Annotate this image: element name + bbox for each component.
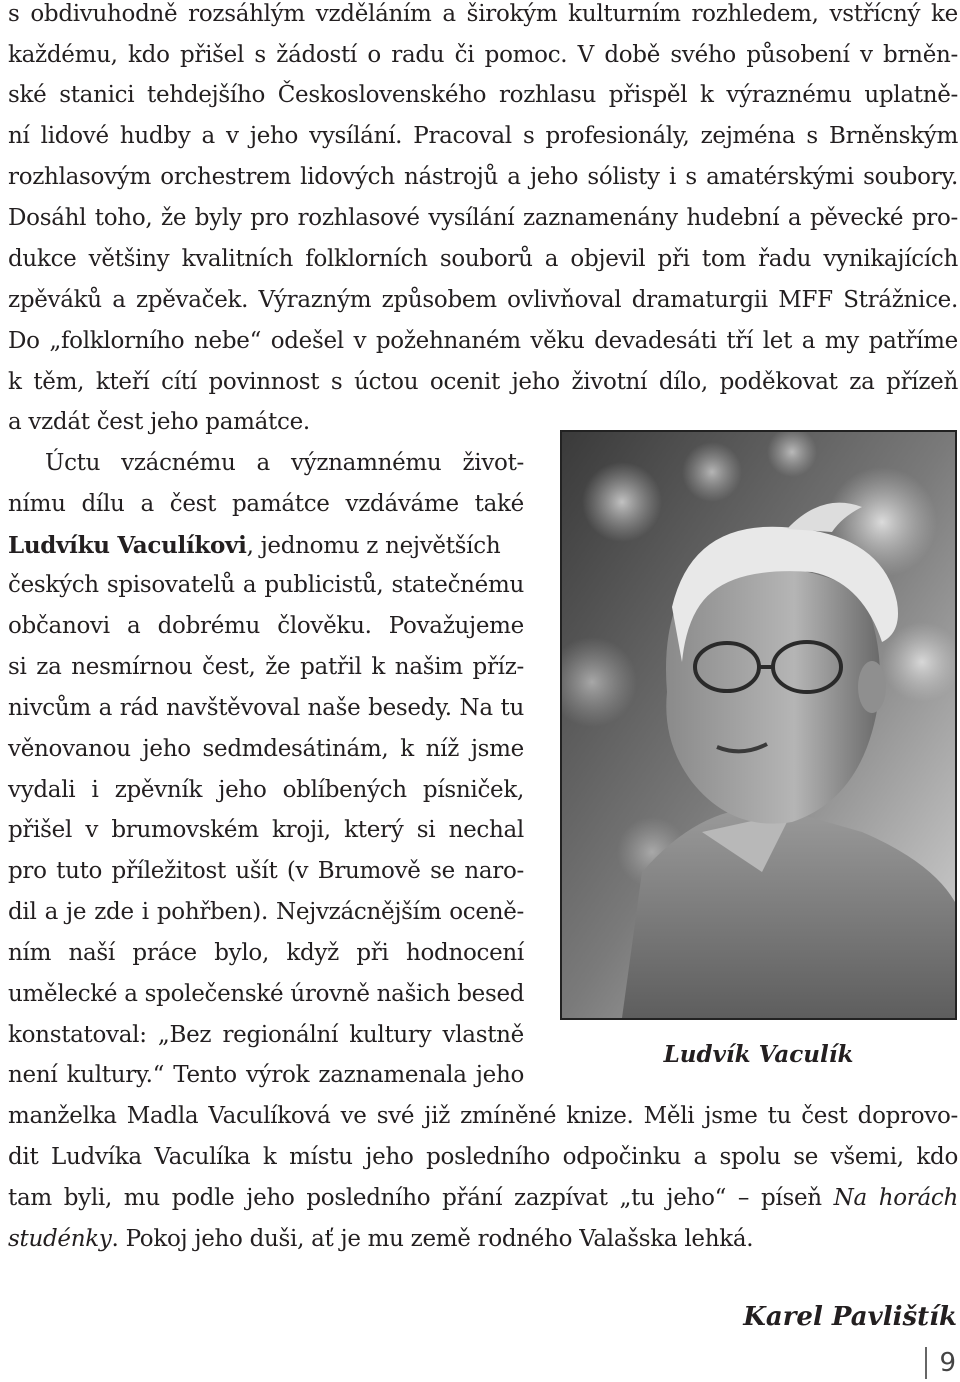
- text-line: českých spisovatelů a publicistů, statečnému: [8, 572, 524, 598]
- text-line: Dosáhl toho, že byly pro rozhlasové vysílání zaznamenány hudební a pěvecké pro-: [8, 205, 958, 231]
- text-line: ské stanici tehdejšího Československého rozhlasu přispěl k výraznému uplatně-: [8, 82, 958, 108]
- text-line: nivcům a rád navštěvoval naše besedy. Na tu: [8, 695, 524, 721]
- song-title-italic: Na horách: [833, 1185, 959, 1211]
- text-line: studénky. Pokoj jeho duši, ať je mu země rodného Valašska lehká.: [8, 1226, 754, 1252]
- text-line: ním naší práce bylo, když při hodnocení: [8, 940, 524, 966]
- author-signature: Karel Pavlištík: [743, 1302, 957, 1332]
- text-line: nímu dílu a čest památce vzdáváme také: [8, 491, 524, 517]
- text-line: pro tuto příležitost ušít (v Brumově se naro-: [8, 858, 524, 884]
- text-line: občanovi a dobrému člověku. Považujeme: [8, 613, 524, 639]
- text-line: s obdivuhodně rozsáhlým vzděláním a širokým kulturním rozhledem, vstřícný ke: [8, 1, 958, 27]
- text-line: ní lidové hudby a v jeho vysílání. Pracoval s profesionály, zejména s Brněnským: [8, 123, 958, 149]
- text-line: Ludvíku Vaculíkovi, jednomu z největších: [8, 532, 501, 559]
- text-line: věnovanou jeho sedmdesátinám, k níž jsme: [8, 736, 524, 762]
- text-line: Do „folklorního nebe“ odešel v požehnaném věku devadesáti tří let a my patříme: [8, 328, 958, 354]
- text-line: konstatoval: „Bez regionální kultury vlastně: [8, 1022, 524, 1048]
- text-line: umělecké a společenské úrovně našich besed: [8, 981, 525, 1007]
- text-line: tam byli, mu podle jeho posledního přání zazpívat „tu jeho“ – píseň Na horách: [8, 1185, 959, 1211]
- text-line: manželka Madla Vaculíková ve své již zmíněné knize. Měli jsme tu čest doprovo-: [8, 1103, 958, 1129]
- text-line: k těm, kteří cítí povinnost s úctou ocenit jeho životní dílo, poděkovat za přízeň: [8, 369, 958, 395]
- photo-caption: Ludvík Vaculík: [663, 1041, 854, 1068]
- text-line: Úctu vzácnému a významnému život-: [45, 450, 524, 476]
- text-line: není kultury.“ Tento výrok zaznamenala jeho: [8, 1062, 524, 1088]
- text-line: rozhlasovým orchestrem lidových nástrojů a jeho sólisty i s amatérskými soubory.: [8, 164, 958, 190]
- text-line: dukce většiny kvalitních folklorních souborů a objevil při tom řadu vynikajících: [8, 246, 958, 272]
- text-line: a vzdát čest jeho památce.: [8, 409, 310, 435]
- song-title-italic: studénky: [8, 1226, 112, 1252]
- portrait-illustration: [562, 432, 955, 1018]
- text-line: přišel v brumovském kroji, který si nechal: [8, 817, 524, 843]
- text-line: zpěváků a zpěvaček. Výrazným způsobem ovlivňoval dramaturgii MFF Strážnice.: [8, 287, 958, 313]
- portrait-photo: [560, 430, 957, 1020]
- text-line: dil a je zde i pohřben). Nejvzácnějším oceně-: [8, 899, 524, 925]
- text-line: si za nesmírnou čest, že patřil k našim příz-: [8, 654, 524, 680]
- page-number: 9: [925, 1347, 956, 1379]
- text-line: vydali i zpěvník jeho oblíbených písniček,: [8, 777, 524, 803]
- text-line: dit Ludvíka Vaculíka k místu jeho posledního odpočinku a spolu se všemi, kdo: [8, 1144, 958, 1170]
- text-line: každému, kdo přišel s žádostí o radu či pomoc. V době svého působení v brněn-: [8, 42, 958, 68]
- person-name-emphasis: Ludvíku Vaculíkovi: [8, 532, 247, 559]
